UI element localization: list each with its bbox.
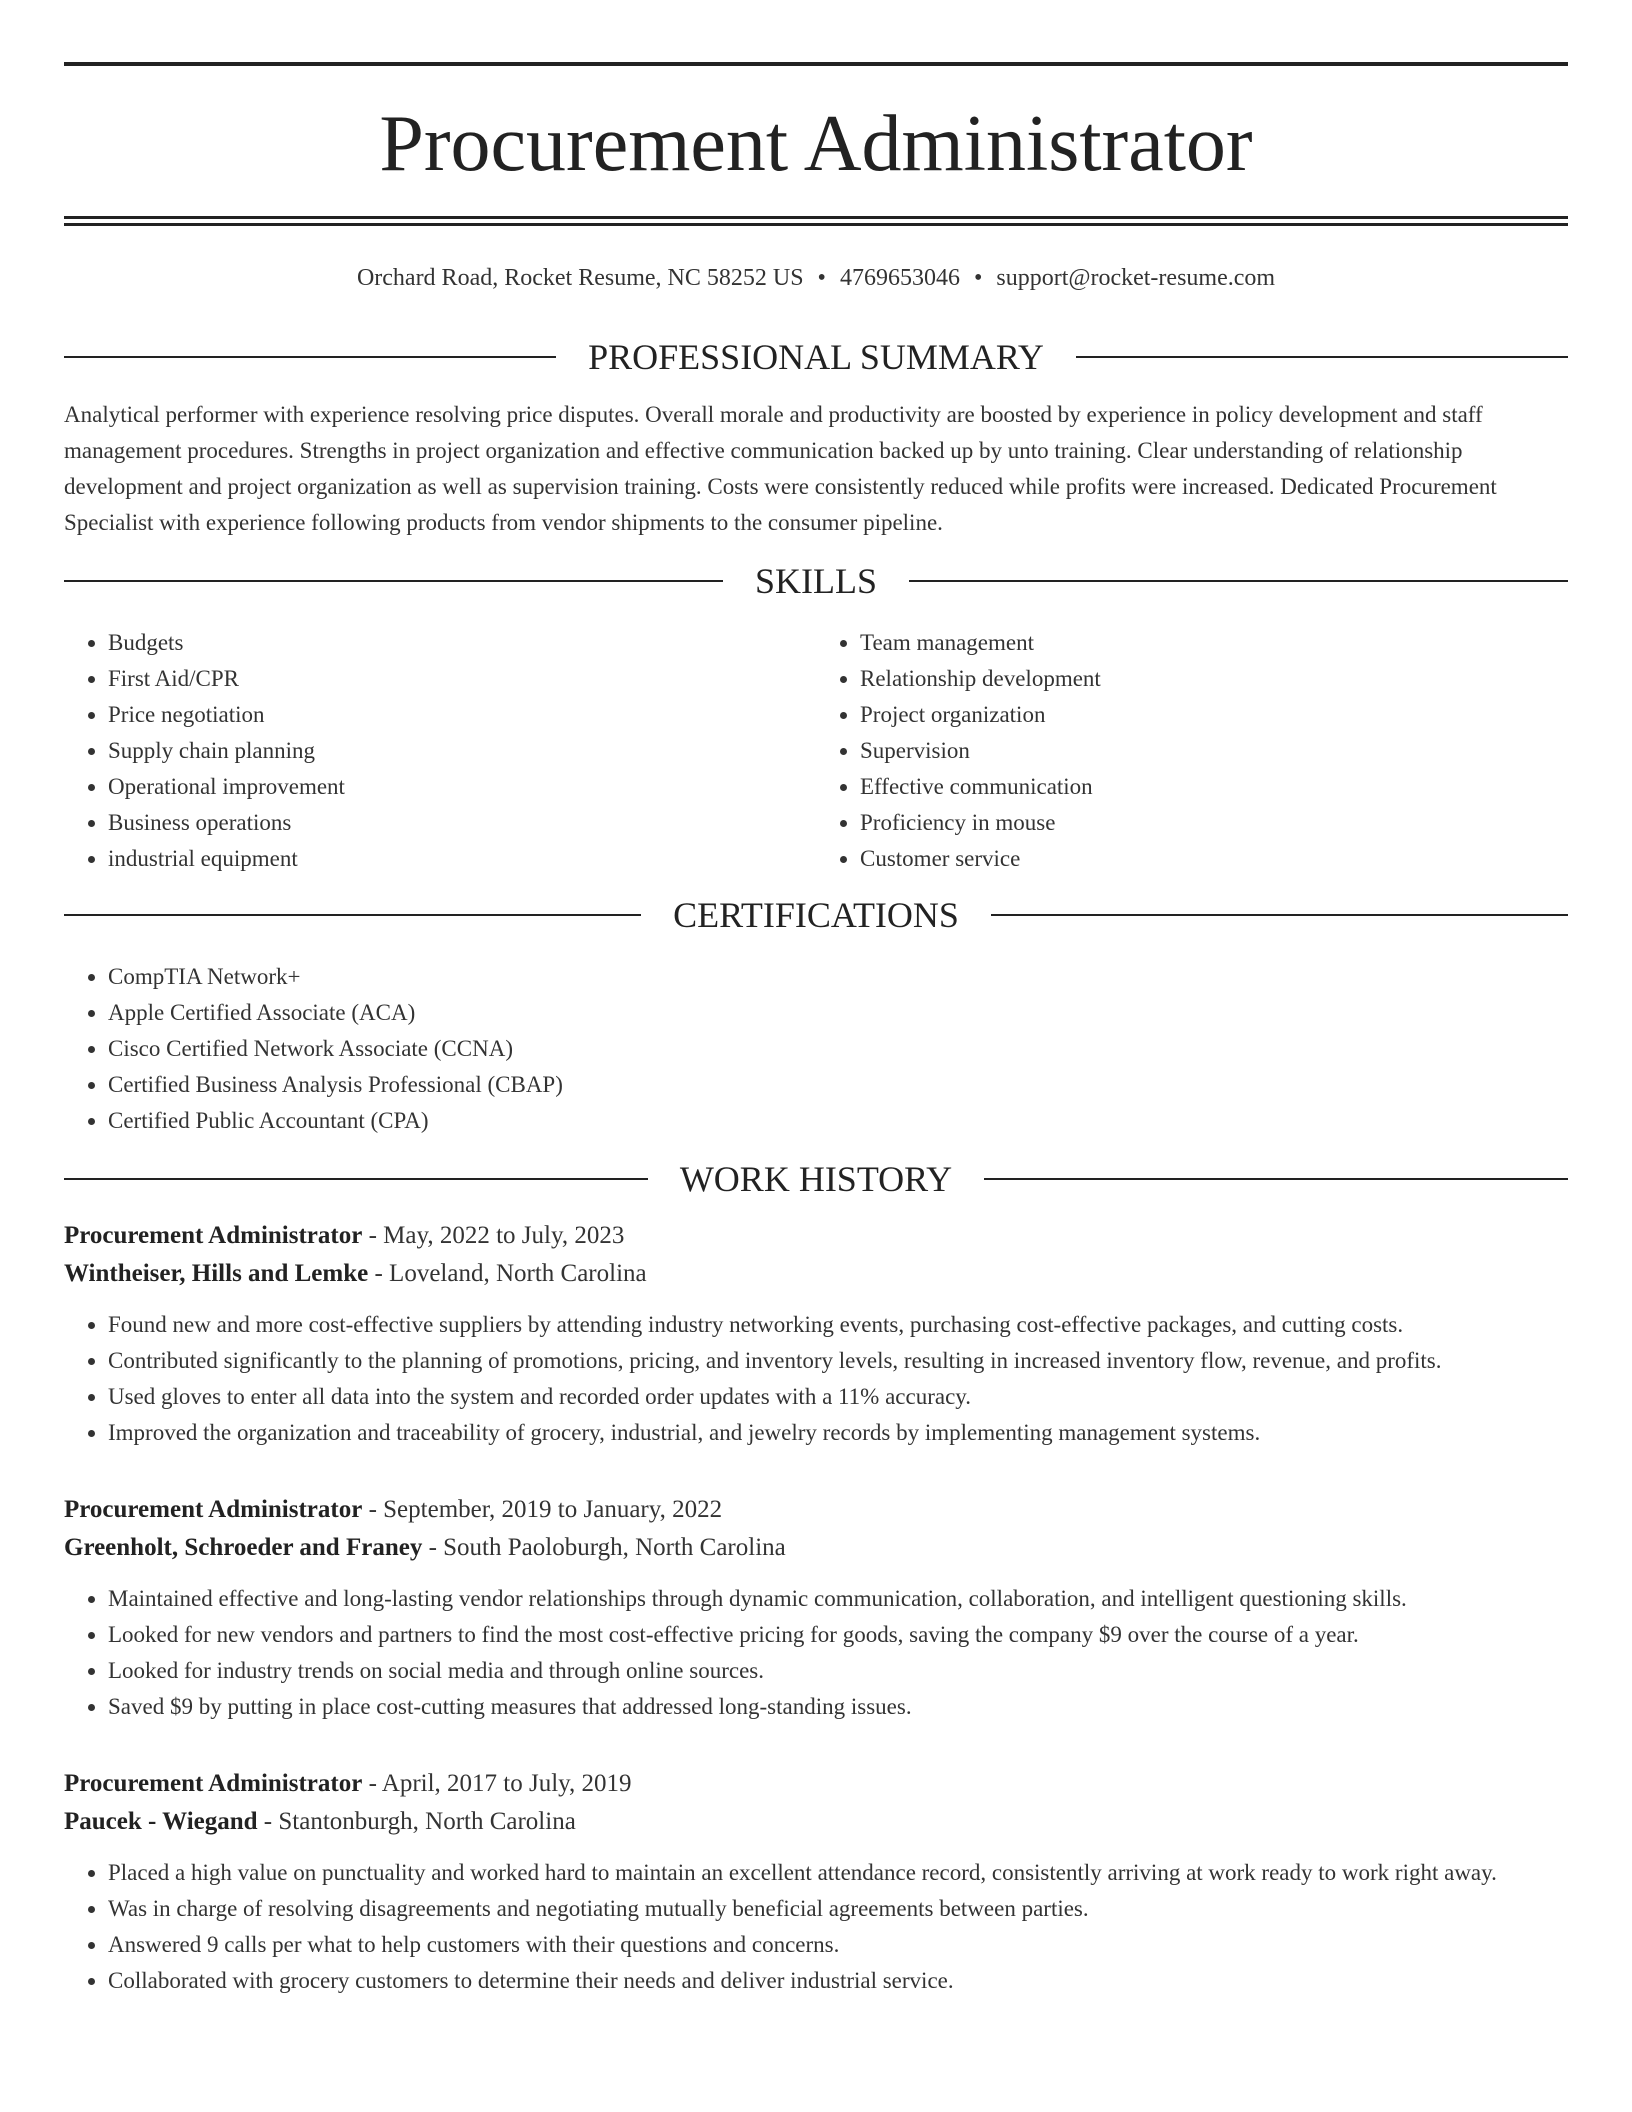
list-item: • Business operations	[108, 805, 816, 841]
list-item: • Price negotiation	[108, 697, 816, 733]
list-item: • First Aid/CPR	[108, 661, 816, 697]
list-item: • Proficiency in mouse	[860, 805, 1568, 841]
list-item: • Placed a high value on punctuality and worked hard to maintain an excellent attendance record, consistently arriving at work ready to work right away.	[108, 1855, 1568, 1891]
list-item: • Was in charge of resolving disagreements and negotiating mutually beneficial agreements between parties.	[108, 1891, 1568, 1927]
job-dates: - May, 2022 to July, 2023	[368, 1222, 625, 1249]
job-location: - Loveland, North Carolina	[374, 1260, 647, 1287]
list-item: • Looked for new vendors and partners to find the most cost-effective pricing for goods, saving the company $9 over the course of a year.	[108, 1617, 1568, 1653]
job-bullets	[64, 1855, 1568, 1999]
job-company: Wintheiser, Hills and Lemke	[64, 1260, 369, 1287]
list-item: • Apple Certified Associate (ACA)	[108, 995, 1568, 1031]
list-item: • Relationship development	[860, 661, 1568, 697]
list-item: • Effective communication	[860, 769, 1568, 805]
job-location: - Stantonburgh, North Carolina	[263, 1808, 576, 1835]
list-item: • Answered 9 calls per what to help customers with their questions and concerns.	[108, 1927, 1568, 1963]
job-company: Greenholt, Schroeder and Franey	[64, 1534, 423, 1561]
top-rule	[64, 62, 1568, 66]
list-item: • Operational improvement	[108, 769, 816, 805]
job-dates: - April, 2017 to July, 2019	[368, 1770, 632, 1797]
section-title: WORK HISTORY	[679, 1159, 953, 1199]
resume-name: Procurement Administrator	[379, 100, 1253, 188]
job-entry	[64, 1765, 1568, 1999]
name-double-rule	[64, 216, 1568, 226]
job-title: Procurement Administrator	[64, 1222, 363, 1249]
job-title: Procurement Administrator	[64, 1770, 363, 1797]
list-item: • Used gloves to enter all data into the system and recorded order updates with a 11% accuracy.	[108, 1379, 1568, 1415]
section-title: CERTIFICATIONS	[673, 895, 959, 935]
section-heading-work	[64, 1159, 1568, 1199]
list-item: • Certified Public Accountant (CPA)	[108, 1103, 1568, 1139]
contact-separator: •	[817, 265, 826, 291]
contact-email[interactable]: support@rocket-resume.com	[996, 265, 1276, 291]
list-item: • Supervision	[860, 733, 1568, 769]
contact-phone: 4769653046	[839, 265, 960, 291]
job-title-line	[64, 1217, 1568, 1255]
job-bullets	[64, 1581, 1568, 1725]
skills-column-right	[816, 625, 1568, 877]
list-item: • Maintained effective and long-lasting vendor relationships through dynamic communication, collaboration, and intelligent questioning skills.	[108, 1581, 1568, 1617]
job-company-line	[64, 1529, 1568, 1567]
section-heading-summary	[64, 337, 1568, 377]
job-title-line	[64, 1765, 1568, 1803]
certifications-list	[64, 959, 1568, 1139]
list-item: • Collaborated with grocery customers to determine their needs and deliver industrial service.	[108, 1963, 1568, 1999]
list-item: • Contributed significantly to the planning of promotions, pricing, and inventory levels, resulting in increased inventory flow, revenue, and profits.	[108, 1343, 1568, 1379]
list-item: • Certified Business Analysis Professional (CBAP)	[108, 1067, 1568, 1103]
job-location: - South Paoloburgh, North Carolina	[428, 1534, 786, 1561]
list-item: • Saved $9 by putting in place cost-cutting measures that addressed long-standing issues.	[108, 1689, 1568, 1725]
list-item: • Customer service	[860, 841, 1568, 877]
list-item: • Team management	[860, 625, 1568, 661]
skills-column-left	[64, 625, 816, 877]
professional-summary: Analytical performer with experience resolving price disputes. Overall morale and productivity are boosted by experience in policy development and staff management procedures. Strengths in project organization and effective communication backed up by unto training. Clear understanding of relationship development and project organization as well as supervision training. Costs were consistently reduced while profits were increased. Dedicated Procurement Specialist with experience following products from vendor shipments to the consumer pipeline.	[64, 402, 1497, 535]
list-item: • CompTIA Network+	[108, 959, 1568, 995]
list-item: • Budgets	[108, 625, 816, 661]
skills-list	[64, 625, 1568, 877]
job-company: Paucek - Wiegand	[64, 1808, 258, 1835]
work-history	[64, 1217, 1568, 1999]
job-entry	[64, 1217, 1568, 1451]
job-entry	[64, 1491, 1568, 1725]
section-heading-certifications	[64, 895, 1568, 935]
job-title: Procurement Administrator	[64, 1496, 363, 1523]
section-title: PROFESSIONAL SUMMARY	[588, 337, 1044, 377]
list-item: • Looked for industry trends on social media and through online sources.	[108, 1653, 1568, 1689]
job-dates: - September, 2019 to January, 2022	[368, 1496, 723, 1523]
contact-separator: •	[973, 265, 983, 291]
list-item: • Improved the organization and traceability of grocery, industrial, and jewelry records by implementing management systems.	[108, 1415, 1568, 1451]
job-company-line	[64, 1255, 1568, 1293]
job-bullets	[64, 1307, 1568, 1451]
contact-address: Orchard Road, Rocket Resume, NC 58252 US	[356, 265, 804, 291]
list-item: • Cisco Certified Network Associate (CCNA)	[108, 1031, 1568, 1067]
list-item: • Supply chain planning	[108, 733, 816, 769]
section-title: SKILLS	[755, 561, 878, 601]
list-item: • industrial equipment	[108, 841, 816, 877]
job-company-line	[64, 1803, 1568, 1841]
contact-line	[64, 263, 1568, 293]
list-item: • Project organization	[860, 697, 1568, 733]
section-heading-skills	[64, 561, 1568, 601]
job-title-line	[64, 1491, 1568, 1529]
list-item: • Found new and more cost-effective suppliers by attending industry networking events, purchasing cost-effective packages, and cutting costs.	[108, 1307, 1568, 1343]
